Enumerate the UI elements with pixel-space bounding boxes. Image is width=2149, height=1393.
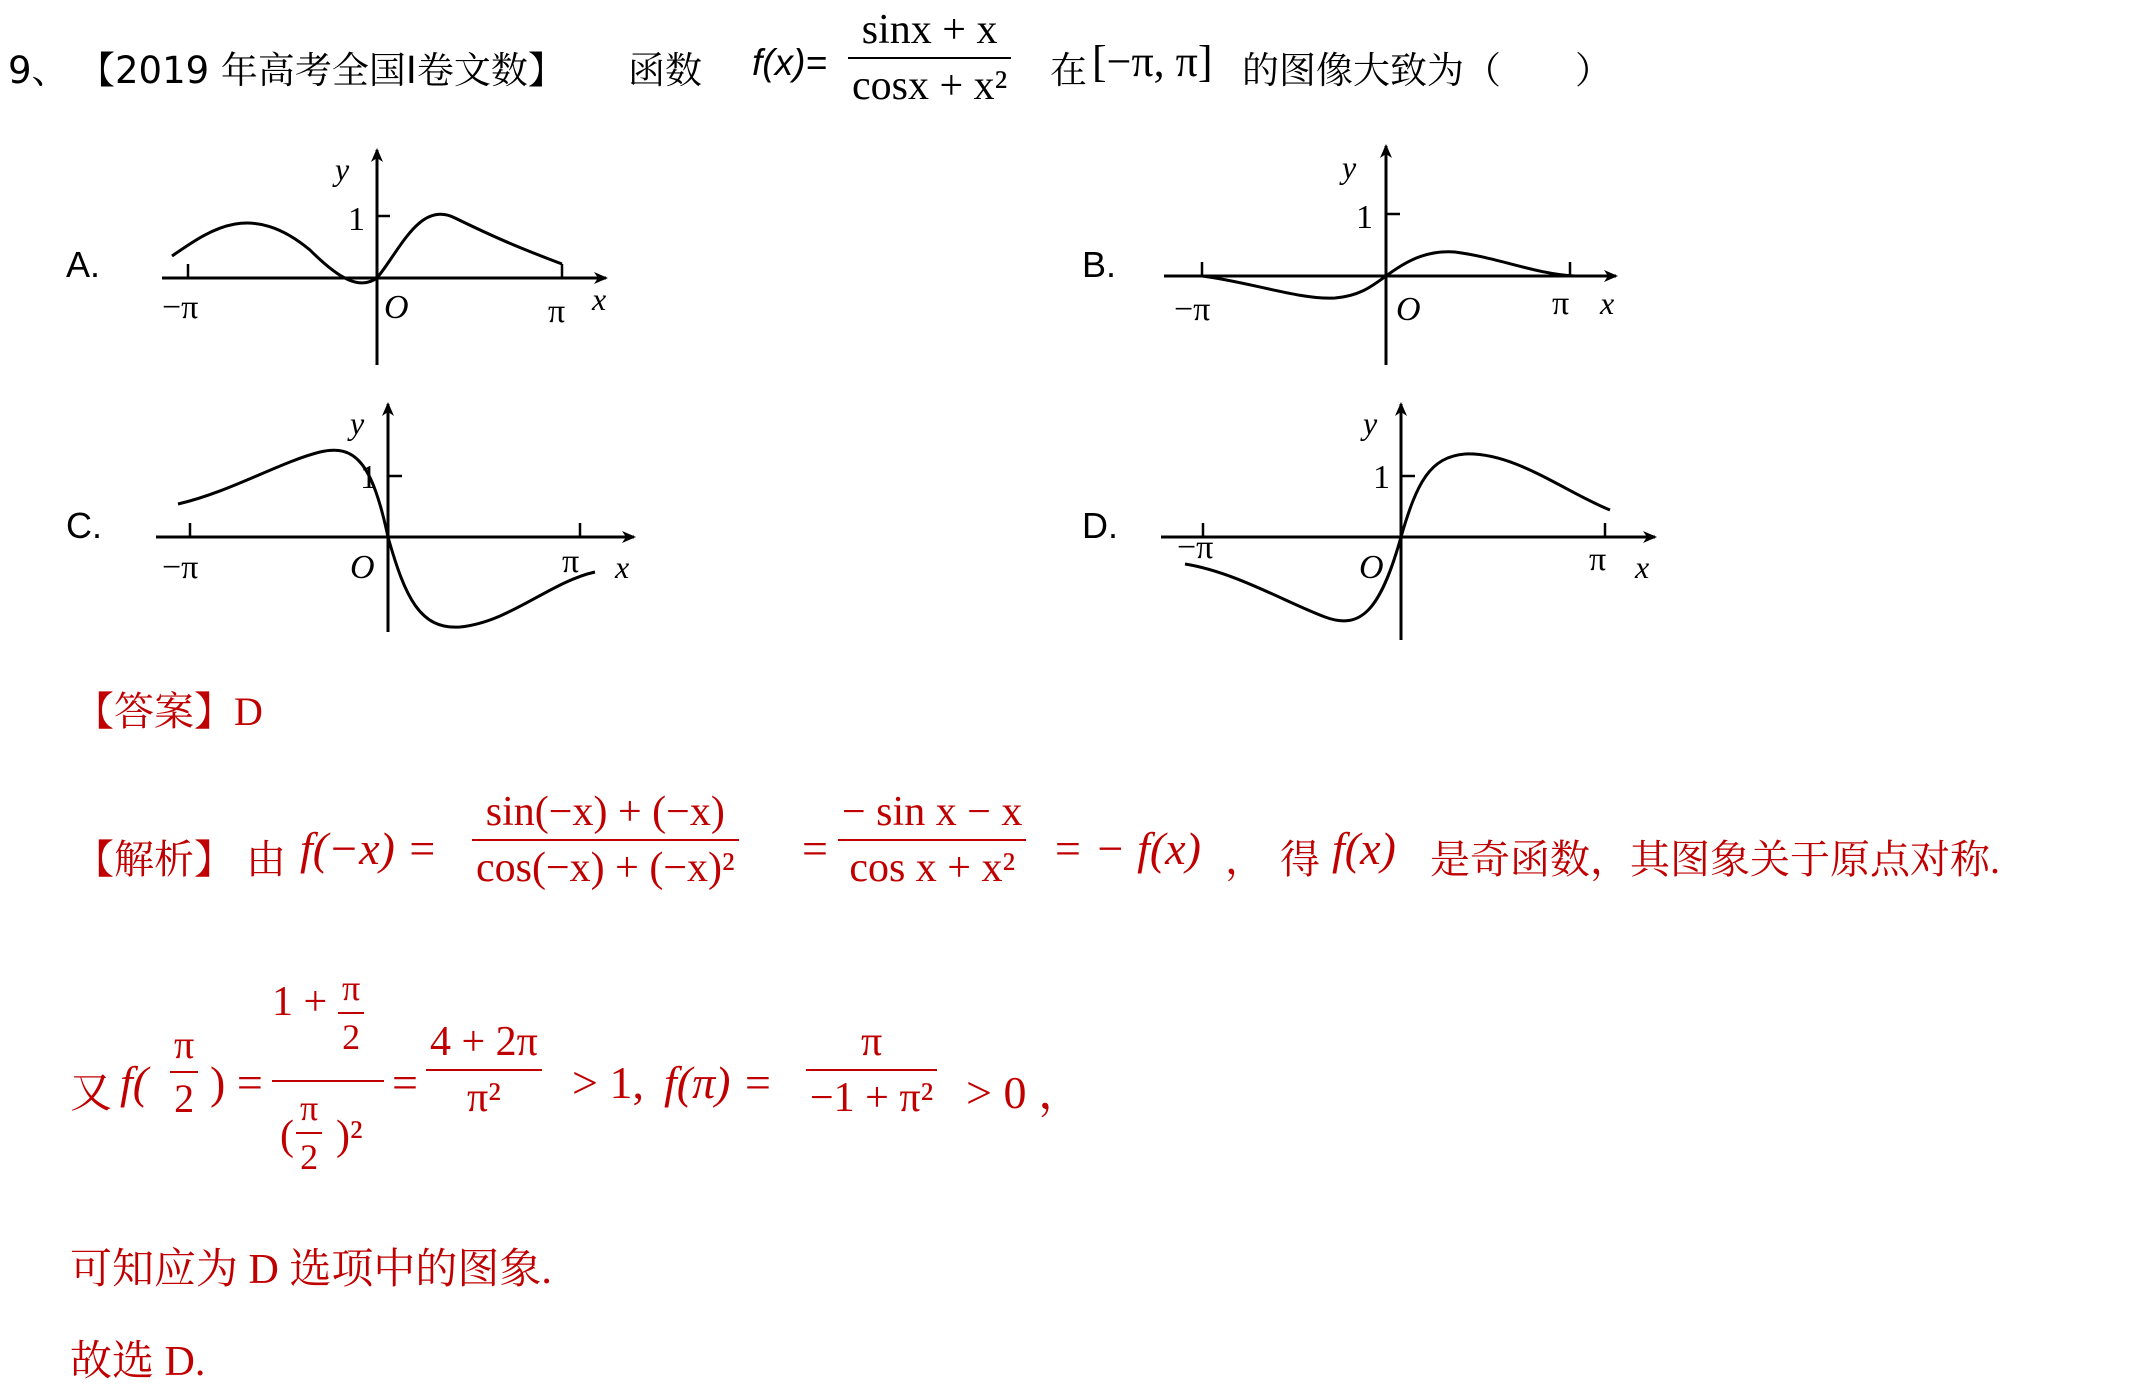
label-neg-pi: −π [162,289,199,326]
conclusion-2: 故选 D. [70,1339,206,1385]
option-b-label[interactable]: B. [1082,244,1117,285]
fraction-denominator: π² [467,1075,501,1122]
fraction-bar [838,839,1026,841]
label-y: y [1342,149,1357,185]
line2-you: 又 [70,1071,113,1117]
analysis-fraction-2 [838,788,1026,893]
analysis-eq-1: = [802,823,828,874]
line2-big-den-frac [296,1088,322,1179]
answer-value: D [234,689,263,734]
line2-half-pi [170,1022,198,1122]
fraction-denominator: −1 + π² [810,1075,934,1122]
question-func: f(x)= [752,42,828,83]
fraction-bar [806,1069,937,1071]
question-lead: 函数 [628,49,702,92]
question-number: 9、 [8,49,69,92]
label-y: y [350,405,365,441]
analysis-fx: f(x) [1332,823,1396,874]
line2-fpi: f(π) = [664,1057,774,1108]
graph-a[interactable] [150,140,630,380]
fraction-denominator: cos(−x) + (−x)² [476,845,735,892]
fraction-numerator: sinx + x [861,7,998,53]
analysis-tag: 【解析】 [74,837,234,882]
label-neg-pi: −π [162,549,199,586]
curve [172,214,562,283]
line2-f-open: f( [120,1057,149,1108]
fraction-numerator: π [342,968,361,1008]
label-x: x [1600,285,1615,321]
fraction-denominator: 2 [174,1076,195,1121]
label-y: y [335,151,350,187]
fraction-numerator: π [860,1019,883,1065]
question-source: 【2019 年高考全国Ⅰ卷文数】 [78,49,565,92]
question-interval: [−π, π] [1092,37,1213,86]
line2-gt0: > 0 ， [966,1067,1084,1118]
label-neg-pi: −π [1174,291,1211,328]
label-one: 1 [348,201,365,238]
label-neg-pi: −π [1177,529,1214,566]
line2-big-bar [272,1080,384,1082]
answer-tag: 【答案】 [74,689,234,734]
analysis-de: 得 [1280,837,1320,882]
analysis-fraction-1 [472,788,739,893]
line2-big-num [272,978,327,1026]
label-one: 1 [1356,199,1373,236]
fraction-bar [296,1132,322,1134]
line2-big-den-close: )² [336,1113,363,1159]
option-d-label[interactable]: D. [1082,505,1118,546]
answer-line [74,680,263,737]
conclusion-1: 可知应为 D 选项中的图象. [70,1247,552,1293]
label-x: x [592,281,607,317]
line2-small-frac [338,968,364,1059]
label-origin: O [1396,291,1421,328]
line2-eq: = [392,1057,418,1108]
graph-c[interactable] [150,392,650,642]
fraction-denominator: cosx + x² [852,63,1008,110]
analysis-eq-2: = − f(x) [1052,823,1201,874]
label-x: x [615,549,630,585]
line2-gt1: > 1, [572,1057,644,1108]
fraction-denominator: 2 [342,1017,361,1058]
fraction-bar [426,1069,542,1071]
label-origin: O [1359,549,1384,586]
analysis-lhs: f(−x) = [300,823,438,874]
fraction-numerator: − sin x − x [842,789,1023,835]
fraction-denominator: cos x + x² [849,845,1016,892]
graph-b[interactable] [1160,140,1640,380]
label-one: 1 [360,459,377,496]
label-pi: π [562,543,580,580]
fraction-denominator: 2 [300,1137,319,1178]
label-pi: π [1589,541,1607,578]
label-pi: π [1552,285,1570,322]
fraction-bar [338,1012,364,1014]
label-y: y [1363,405,1378,441]
label-origin: O [350,549,375,586]
label-one: 1 [1373,459,1390,496]
line2-big-den-open: ( [280,1113,294,1159]
line2-fraction-3 [426,1018,542,1123]
big-num-pre: 1 + [272,979,328,1025]
question-tail-1: 在 [1050,49,1087,92]
question-fraction [848,6,1011,111]
question-tail-2: 的图像大致为（ ） [1242,49,1612,92]
analysis-conclusion: 是奇函数，其图象关于原点对称. [1430,837,2000,882]
fraction-numerator: 4 + 2π [430,1019,538,1065]
fraction-bar [170,1071,198,1073]
option-c-label[interactable]: C. [66,505,102,546]
fraction-numerator: sin(−x) + (−x) [485,789,725,835]
fraction-bar [848,57,1011,59]
graph-d[interactable] [1155,392,1675,642]
fraction-numerator: π [300,1088,319,1128]
analysis-sep: ， [1225,837,1265,882]
label-pi: π [548,293,566,330]
line2-fraction-4 [806,1018,937,1123]
label-x: x [1635,549,1650,585]
fraction-numerator: π [174,1022,195,1067]
option-a-label[interactable]: A. [66,244,101,285]
analysis-lead: 由 [246,837,286,882]
fraction-bar [472,839,739,841]
line2-f-close: ) = [210,1057,263,1108]
label-origin: O [384,289,409,326]
